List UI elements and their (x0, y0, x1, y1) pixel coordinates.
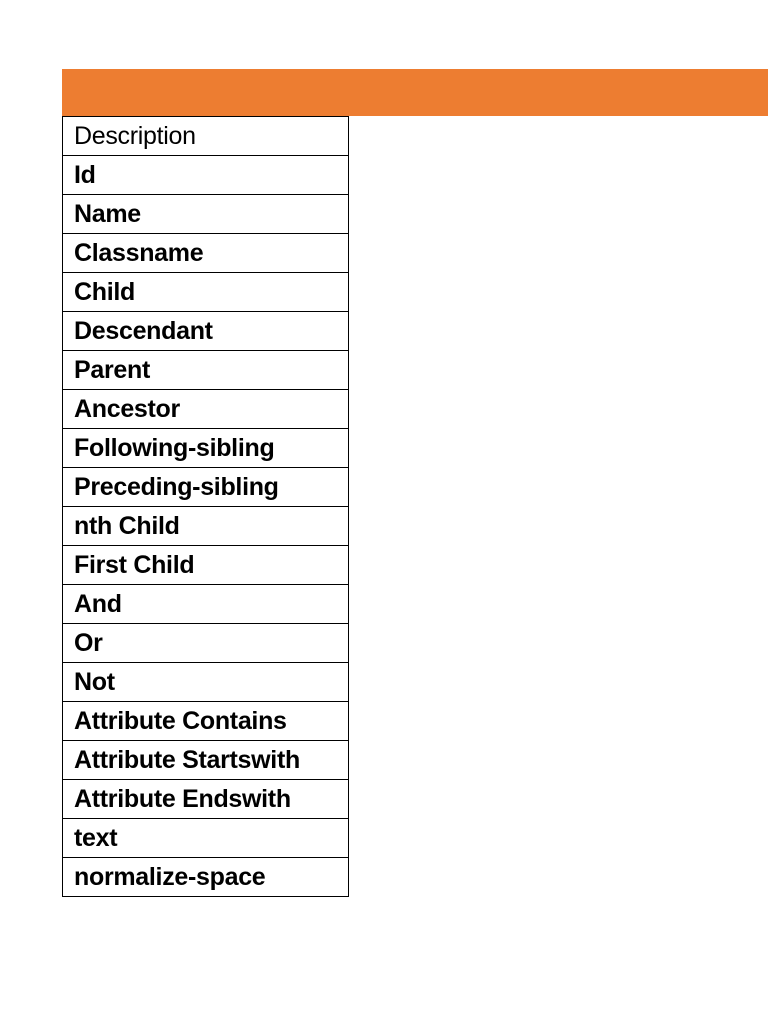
table-row (63, 702, 349, 741)
table-cell: And (63, 585, 349, 624)
table-cell: First Child (63, 546, 349, 585)
table-row (63, 780, 349, 819)
table-cell: Classname (63, 234, 349, 273)
table-cell: Child (63, 273, 349, 312)
table-cell: Id (63, 156, 349, 195)
table-row (63, 663, 349, 702)
table-row (63, 390, 349, 429)
table-body (63, 117, 349, 897)
table-row (63, 195, 349, 234)
table-row (63, 819, 349, 858)
table-cell: Attribute Startswith (63, 741, 349, 780)
description-table (62, 116, 349, 897)
table-row (63, 585, 349, 624)
header-band (62, 69, 768, 116)
table-cell: Attribute Contains (63, 702, 349, 741)
table-cell: Name (63, 195, 349, 234)
table-cell: Descendant (63, 312, 349, 351)
table-cell: normalize-space (63, 858, 349, 897)
table-row (63, 624, 349, 663)
table-cell: nth Child (63, 507, 349, 546)
table-row (63, 741, 349, 780)
table-header-row (63, 117, 349, 156)
table-row (63, 858, 349, 897)
table-cell: text (63, 819, 349, 858)
table-row (63, 468, 349, 507)
table-cell: Not (63, 663, 349, 702)
table-row (63, 351, 349, 390)
table-row (63, 273, 349, 312)
description-header-cell: Description (63, 117, 349, 156)
table-cell: Ancestor (63, 390, 349, 429)
table-cell: Preceding-sibling (63, 468, 349, 507)
table-row (63, 156, 349, 195)
table-row (63, 234, 349, 273)
table-cell: Attribute Endswith (63, 780, 349, 819)
table-row (63, 546, 349, 585)
table-cell: Parent (63, 351, 349, 390)
table-cell: Or (63, 624, 349, 663)
table-cell: Following-sibling (63, 429, 349, 468)
table-row (63, 312, 349, 351)
table-row (63, 507, 349, 546)
table-row (63, 429, 349, 468)
